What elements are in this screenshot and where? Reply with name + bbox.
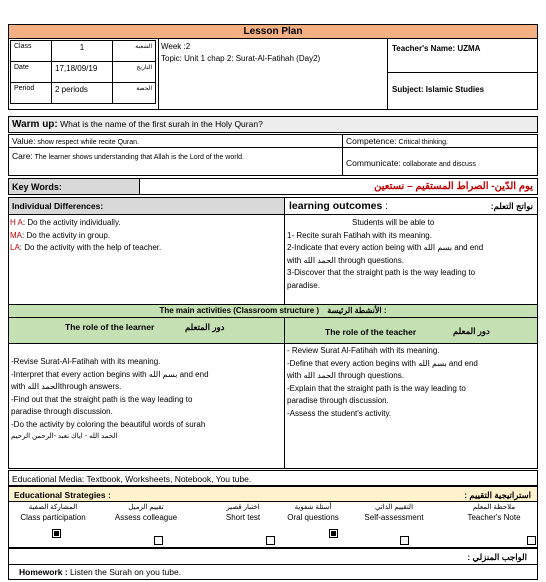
checkbox-class-participation[interactable] <box>52 529 61 538</box>
strategy-class-participation[interactable]: المشاركة الصفية Class participation <box>20 504 86 522</box>
key-words-label: Key Words: <box>12 182 62 192</box>
differences-list <box>10 217 282 255</box>
teacher-role-line: -Define that every action begins with بسم الله and end <box>287 358 478 368</box>
teacher-role-line: -Assess the student's activity. <box>287 408 392 418</box>
communicate-cell <box>342 147 538 176</box>
outcomes-line: 2-Indicate that every action being with بسم الله and end <box>287 243 484 252</box>
communicate-label: Communicate: <box>346 158 401 168</box>
title-bar <box>8 24 538 39</box>
learner-role-list <box>11 356 281 444</box>
learner-role-header <box>8 317 285 344</box>
warm-up-row <box>8 116 538 133</box>
learner-role-line: -Revise Surat-Al-Fatihah with its meaning. <box>11 357 161 366</box>
strategy-oral-questions[interactable]: أسئلة شفوية Oral questions <box>287 504 339 522</box>
strategy-short-test[interactable]: اختبار قصير Short test <box>225 504 261 522</box>
differences-header <box>8 197 285 215</box>
class-label: Class <box>10 40 52 62</box>
strategies-header <box>8 486 538 502</box>
media-row <box>8 470 538 486</box>
class-value: 1 <box>51 40 113 62</box>
care-label: Care: <box>12 151 33 161</box>
activities-label-ar: الأنشطة الرئيسة : <box>327 306 387 315</box>
learner-role-label: The role of the learner <box>65 322 155 332</box>
week-label: Week :2 <box>161 42 191 51</box>
period-ar-label: الحصة <box>112 82 156 104</box>
competence-cell <box>342 134 538 148</box>
activities-header <box>8 304 538 318</box>
differences-item-ha: H A: Do the activity individually. <box>10 218 121 227</box>
media-text: Educational Media: Textbook, Worksheets, Notebook, You tube. <box>12 474 252 484</box>
checkbox-oral-questions[interactable] <box>329 529 338 538</box>
strategy-self-assessment[interactable]: التقييم الذاتي Self-assessment <box>364 504 424 522</box>
teacher-role-line: paradise through discussion. <box>287 396 389 405</box>
teacher-role-line: - Review Surat Al-Fatihah with its meaning. <box>287 346 440 355</box>
teacher-role-line: with الحمد الله through questions. <box>287 371 404 380</box>
care-cell <box>8 147 343 176</box>
strategy-assess-colleague[interactable]: تقييم الزميل Assess colleague <box>114 504 178 522</box>
care-text: The learner shows understanding that Allah is the Lord of the world. <box>32 154 244 161</box>
date-value: 17,18/09/19 <box>51 61 113 83</box>
activities-label: The main activities (Classroom structure ) <box>159 306 320 315</box>
warm-up-label: Warm up: <box>12 119 58 130</box>
teacher-name: Teacher's Name: UZMA <box>392 44 481 53</box>
class-ar-label: الشعبة <box>112 40 156 62</box>
learner-role-line: with الحمد اللهthrough answers. <box>11 382 122 391</box>
outcomes-header: learning outcomes : نواتج التعلم: <box>284 197 538 215</box>
page-title: Lesson Plan <box>243 26 303 37</box>
checkbox-self-assessment[interactable] <box>400 536 409 545</box>
learner-role-label-ar: دور المتعلم <box>185 322 225 332</box>
class-info-table <box>10 40 156 106</box>
key-words-text: يوم الدّين- الصراط المستقيم – نستعين <box>374 181 533 192</box>
teacher-role-label-ar: دور المعلم <box>453 326 490 336</box>
checkbox-short-test[interactable] <box>266 536 275 545</box>
date-ar-label: التاريخ <box>112 61 156 83</box>
outcomes-label: learning outcomes <box>289 200 383 212</box>
checkbox-teachers-note[interactable] <box>527 536 536 545</box>
homework-ar-row <box>8 548 538 565</box>
value-cell <box>8 134 343 148</box>
teacher-role-label: The role of the teacher <box>325 327 417 337</box>
date-label: Date <box>10 61 52 83</box>
outcomes-line: paradise. <box>287 280 320 290</box>
learner-role-line: paradise through discussion. <box>11 407 113 416</box>
competence-label: Competence: <box>346 136 397 146</box>
outcomes-label-ar: نواتج التعلم: <box>490 201 533 211</box>
strategy-teachers-note[interactable]: ملاحظة المعلم Teacher's Note <box>467 504 521 522</box>
checkbox-assess-colleague[interactable] <box>154 536 163 545</box>
strategies-label-ar: استراتيجية التقييم : <box>464 490 531 500</box>
strategies-options <box>8 503 538 548</box>
differences-item-la: LA: Do the activity with the help of teacher. <box>10 243 162 252</box>
key-words-label-cell <box>8 178 140 195</box>
topic-label: Topic: Unit 1 chap 2: Surat-Al-Fatihah (Day2) <box>161 54 321 63</box>
warm-up-text: What is the name of the first surah in the Holy Quran? <box>57 119 263 129</box>
competence-text: Critical thinking. <box>396 139 448 146</box>
teacher-role-line: -Explain that the straight path is the way leading to <box>287 383 466 393</box>
learner-role-line: -Interpret that every action begins with بسم الله and end <box>11 369 209 379</box>
outcomes-line: Students will be able to <box>352 218 435 227</box>
outcomes-line: 1- Recite surah Fatihah with its meaning. <box>287 230 432 240</box>
outcomes-line: with الحمد الله through questions. <box>287 255 404 265</box>
outcomes-line: 3-Discover that the straight path is the way leading to <box>287 268 476 277</box>
homework-label-ar: الواجب المنزلي : <box>467 552 527 562</box>
outcomes-list <box>287 217 537 292</box>
learner-role-line: -Do the activity by coloring the beautiful words of surah <box>11 419 206 429</box>
homework-text: Listen the Surah on you tube. <box>67 567 182 577</box>
key-words-cell <box>139 178 538 195</box>
learner-role-line: -Find out that the straight path is the way leading to <box>11 394 193 404</box>
homework-label: Homework : <box>19 567 68 577</box>
differences-item-ma: MA: Do the activity in group. <box>10 230 111 240</box>
value-text: show respect while recite Quran. <box>35 139 139 146</box>
teacher-role-header <box>284 317 538 344</box>
learner-role-line: الحمد الله - اياك نعبد -الرحمن الرحيم <box>11 433 118 440</box>
period-label: Period <box>10 82 52 104</box>
period-value: 2 periods <box>51 82 113 104</box>
communicate-text: collaborate and discuss <box>400 161 476 168</box>
homework-row <box>8 564 538 580</box>
teacher-role-list <box>287 345 537 420</box>
subject-label: Subject: Islamic Studies <box>392 85 485 94</box>
value-label: Value: <box>12 136 36 146</box>
strategies-label: Educational Strategies : <box>14 490 111 500</box>
differences-label: Individual Differences: <box>12 201 104 211</box>
